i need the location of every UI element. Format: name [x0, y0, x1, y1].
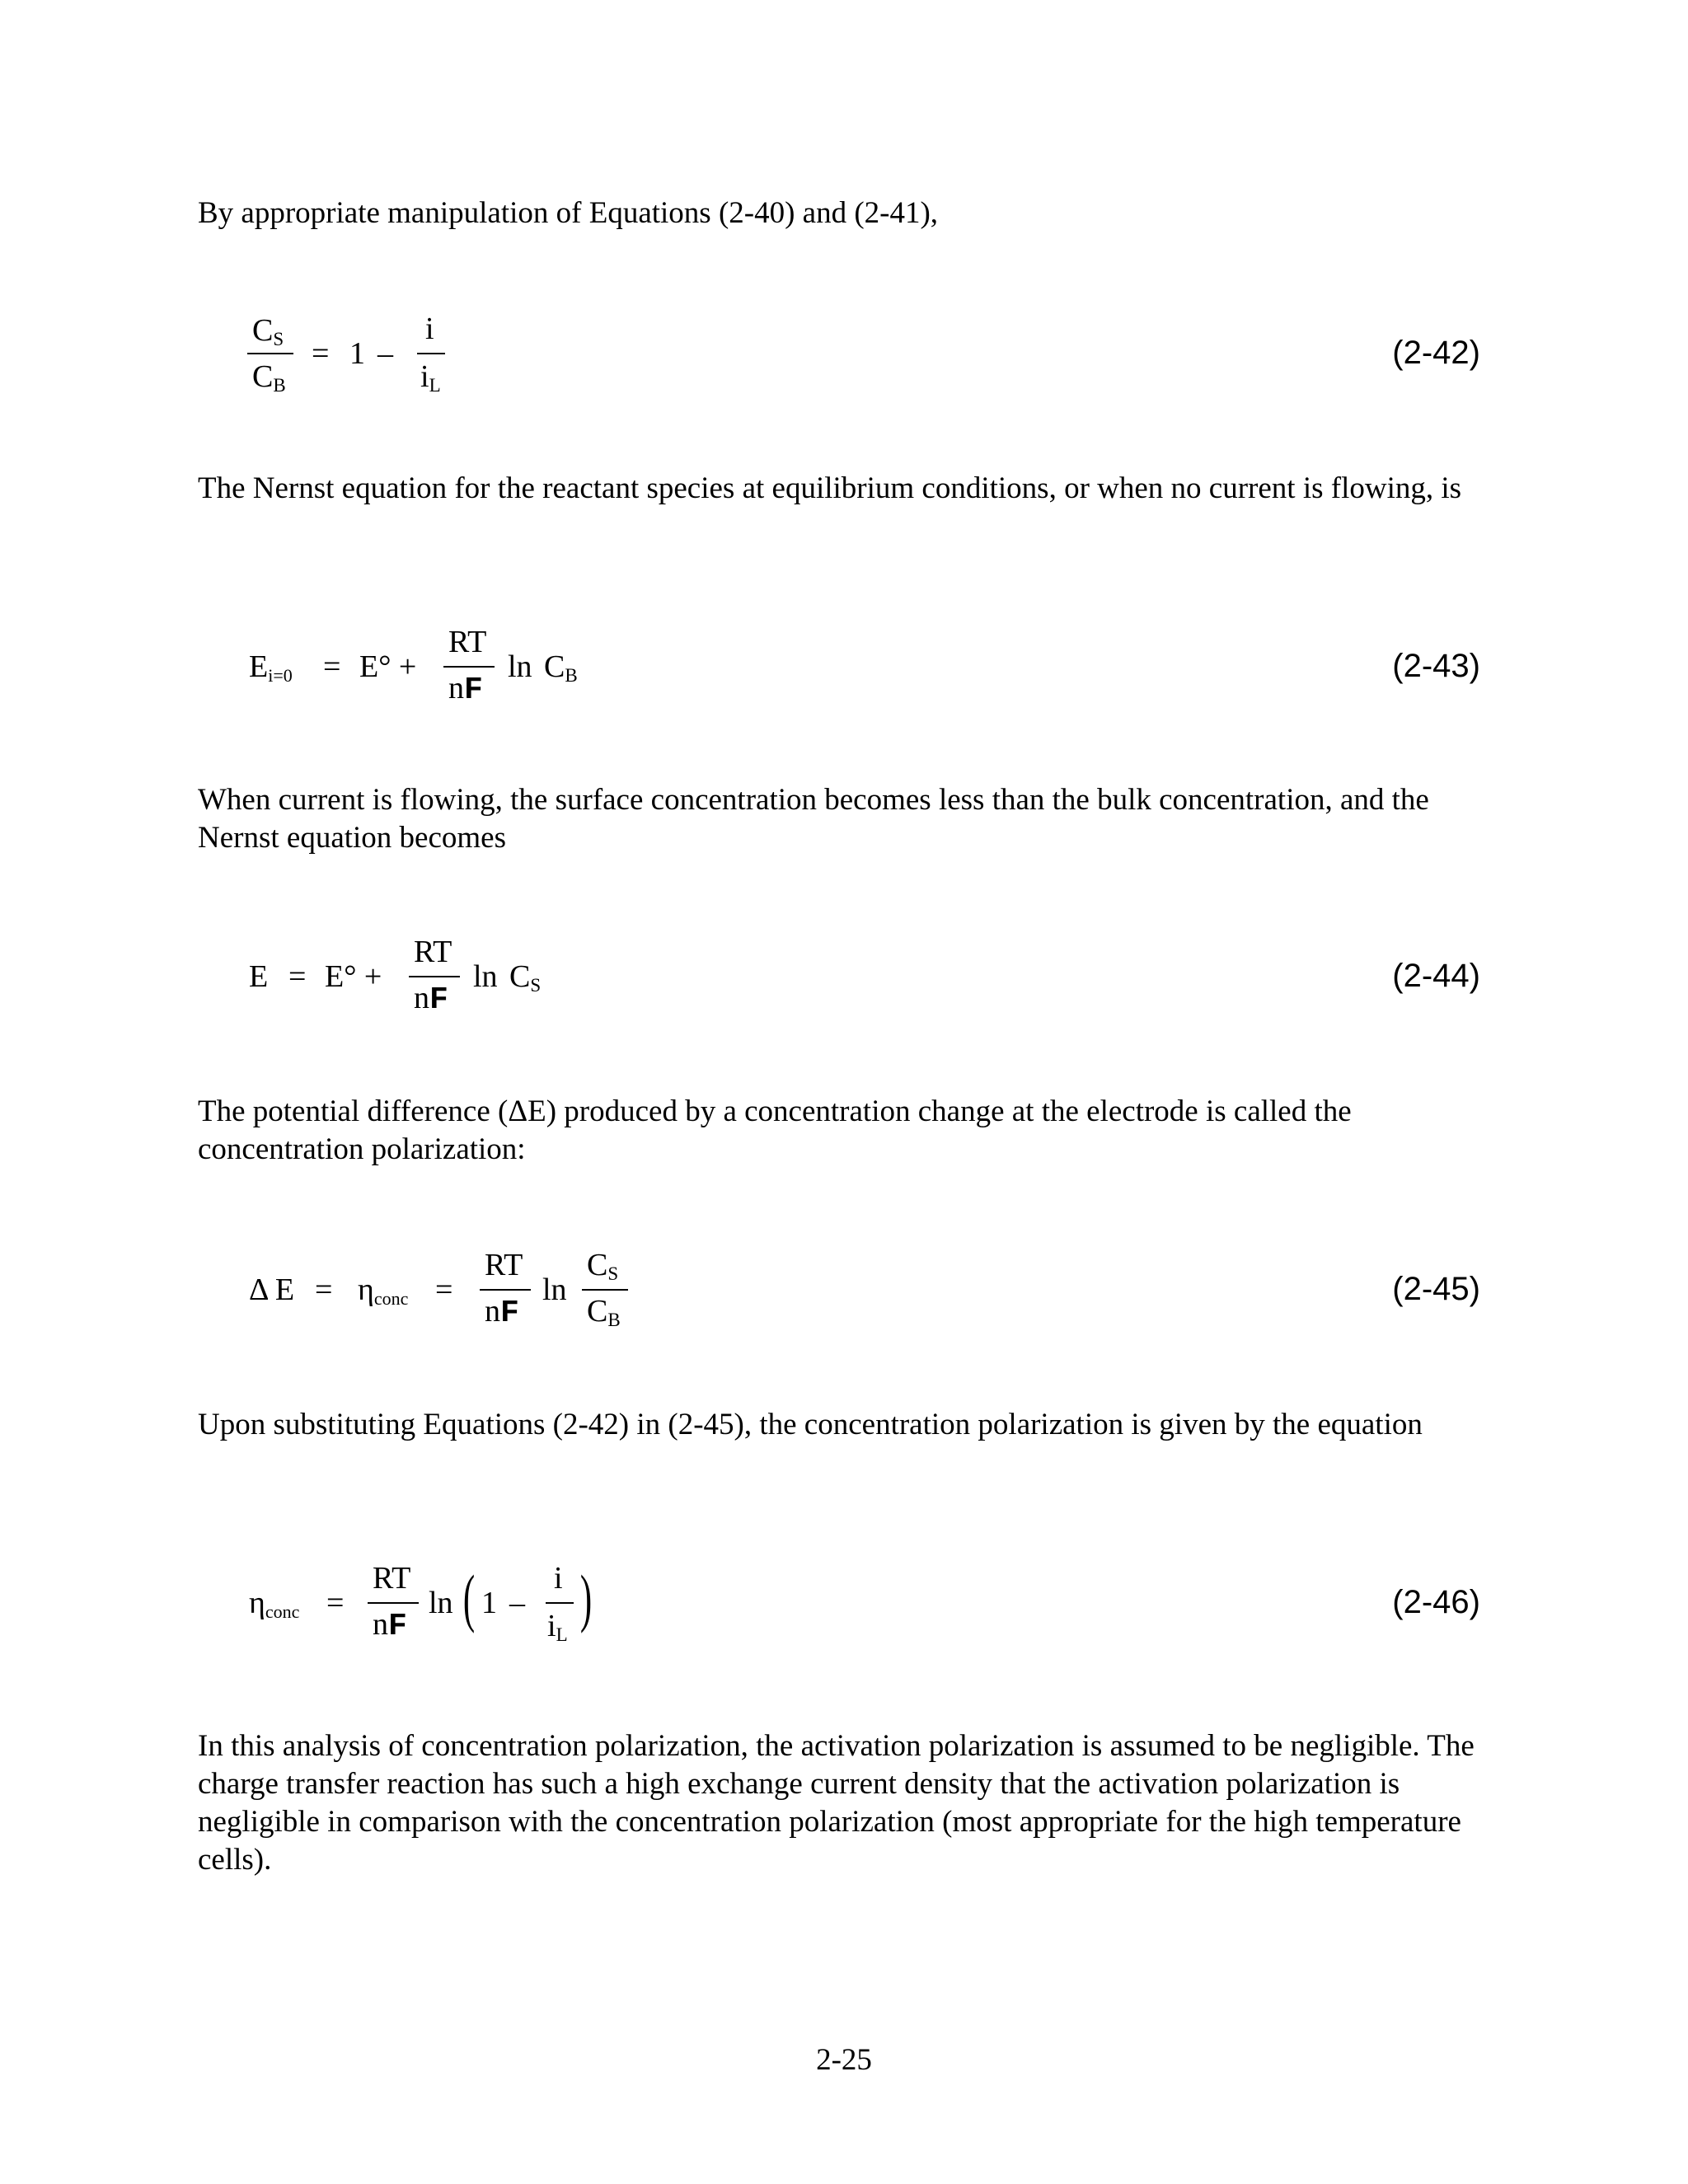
paragraph-6: In this analysis of concentration polarization, the activation polarization is assumed to be negligible. The charge transfer reaction has such a high exchange current density that the activation polarization is negligible in comparison with the concentration polarization (most appropriate for the high temperature cells). — [198, 1729, 1475, 1877]
e-standard-plus: E° + — [359, 649, 417, 684]
right-paren: ) — [579, 1562, 593, 1633]
denominator-nf: nF — [373, 1607, 407, 1644]
page-number: 2-25 — [816, 2043, 872, 2077]
ln-symbol: ln — [473, 959, 498, 994]
equation-number: (2-46) — [1392, 1584, 1480, 1620]
paragraph-3: When current is flowing, the surface concentration becomes less than the bulk concentration, and the Nernst equation becomes — [198, 783, 1429, 855]
minus-sign: – — [509, 1586, 525, 1620]
equals-sign: = — [323, 649, 341, 684]
ln-symbol: ln — [429, 1586, 453, 1620]
e-standard-plus: E° + — [325, 959, 382, 994]
equals-sign: = — [312, 336, 330, 371]
fraction-bar — [417, 353, 445, 354]
numerator-rt: RT — [373, 1561, 411, 1596]
equals-sign-2: = — [435, 1272, 453, 1307]
minus-sign: – — [377, 336, 393, 371]
one: 1 — [349, 336, 365, 371]
numerator-cs: $C_S$ — [252, 313, 284, 349]
numerator-i: i — [425, 312, 434, 346]
equals-sign: = — [288, 959, 307, 994]
cb-symbol: $C_B$ — [544, 649, 578, 686]
one: 1 — [481, 1586, 497, 1620]
numerator-i: i — [554, 1561, 563, 1596]
ln-symbol: ln — [542, 1272, 567, 1307]
numerator-rt: RT — [485, 1248, 523, 1282]
denominator-nf: nF — [485, 1294, 519, 1331]
fraction-bar — [443, 666, 495, 668]
denominator-il: $i_L$ — [420, 359, 441, 396]
fraction-bar — [582, 1289, 628, 1291]
numerator-cs: $C_S$ — [587, 1248, 619, 1284]
e-symbol: $E_{i=0}$ — [249, 649, 293, 686]
fraction-bar — [247, 353, 293, 354]
denominator-cb: $C_B$ — [252, 359, 286, 396]
ln-symbol: ln — [508, 649, 532, 684]
paragraph-4: The potential difference (ΔE) produced by a concentration change at the electrode is called the concentration polarization: — [198, 1094, 1352, 1166]
equation-number: (2-44) — [1392, 958, 1480, 994]
delta-e: Δ E — [249, 1272, 295, 1307]
numerator-rt: RT — [414, 935, 452, 969]
paragraph-5: Upon substituting Equations (2-42) in (2-45), the concentration polarization is given by the equation — [198, 1408, 1423, 1441]
equals-sign: = — [326, 1586, 345, 1620]
denominator-cb: $C_B$ — [587, 1294, 621, 1330]
equals-sign: = — [315, 1272, 333, 1307]
fraction-bar — [368, 1602, 419, 1604]
eta-conc: $\eta_{conc}$ — [358, 1272, 409, 1309]
paragraph-1: By appropriate manipulation of Equations (2-40) and (2-41), — [198, 196, 939, 230]
left-paren: ( — [462, 1562, 476, 1633]
equation-number: (2-42) — [1392, 335, 1480, 371]
numerator-rt: RT — [448, 625, 487, 659]
denominator-nf: nF — [414, 981, 448, 1018]
equation-number: (2-43) — [1392, 648, 1480, 684]
cs-symbol: $C_S$ — [509, 959, 542, 996]
fraction-bar — [480, 1289, 531, 1291]
equation-number: (2-45) — [1392, 1271, 1480, 1307]
paragraph-2: The Nernst equation for the reactant species at equilibrium conditions, or when no current is flowing, is — [198, 471, 1462, 505]
e-symbol: E — [249, 959, 269, 994]
fraction-bar — [546, 1602, 574, 1604]
denominator-nf: nF — [448, 671, 483, 708]
fraction-bar — [409, 976, 460, 977]
eta-conc: $\eta_{conc}$ — [249, 1586, 300, 1622]
denominator-il: $i_L$ — [547, 1609, 568, 1645]
